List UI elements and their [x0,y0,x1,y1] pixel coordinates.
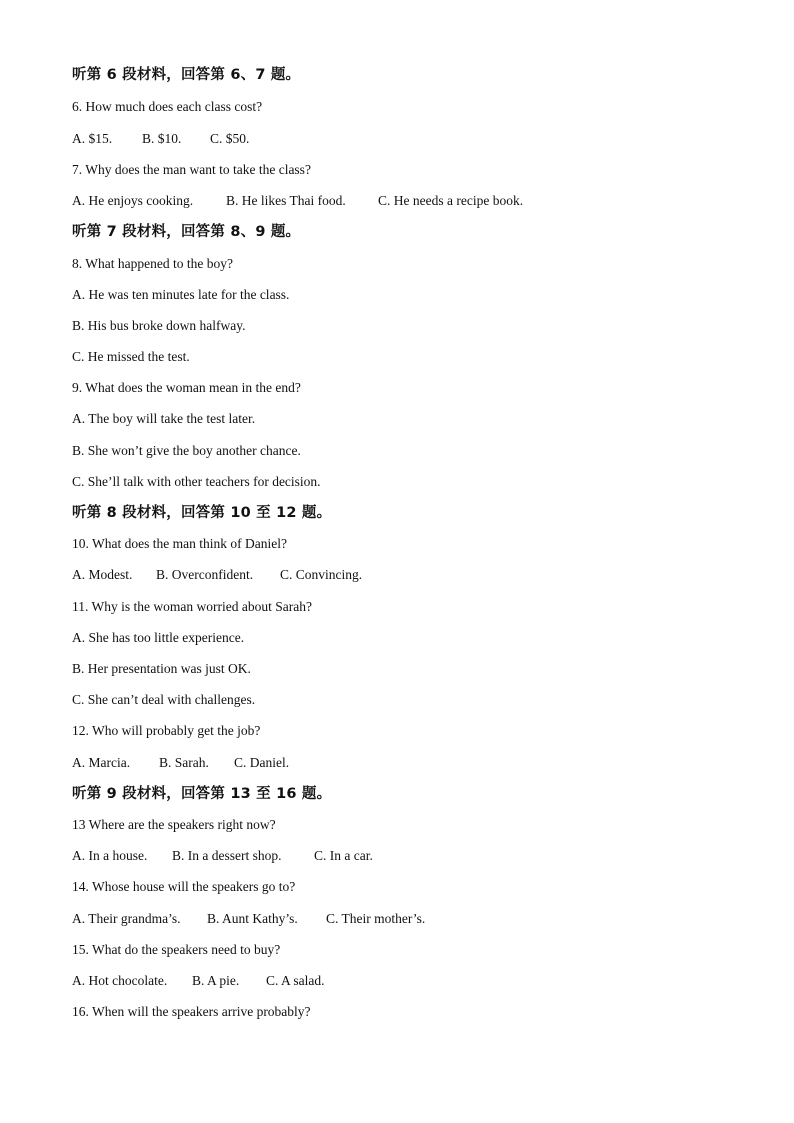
option-a: A. $15. [72,131,113,146]
option-c: C. He needs a recipe book. [378,193,524,208]
question-6-options [72,130,249,148]
question-11: 11. Why is the woman worried about Sarah? [72,599,312,614]
option-a: A. She has too little experience. [72,630,245,645]
question-15-options [72,972,325,990]
option-c: C. In a car. [314,848,373,863]
option-c: C. A salad. [266,973,325,988]
option-a: A. Hot chocolate. [72,973,168,988]
option-b: B. Aunt Kathy’s. [207,911,298,926]
question-10-options [72,566,362,584]
question-8: 8. What happened to the boy? [72,256,233,271]
question-14: 14. Whose house will the speakers go to? [72,879,296,894]
option-c: C. Convincing. [280,567,363,582]
option-c: C. She can’t deal with challenges. [72,692,256,707]
question-10: 10. What does the man think of Daniel? [72,536,287,551]
option-c: C. He missed the test. [72,349,190,364]
option-b: B. In a dessert shop. [172,848,282,863]
question-7-options [72,192,523,210]
option-b: B. Her presentation was just OK. [72,661,251,676]
question-14-options [72,910,425,928]
option-b: B. $10. [142,131,182,146]
question-15: 15. What do the speakers need to buy? [72,942,281,957]
section-heading: 听第 9 段材料，回答第 13 至 16 题。 [72,786,332,802]
option-a: A. Their grandma’s. [72,911,181,926]
question-9: 9. What does the woman mean in the end? [72,380,301,395]
question-12-options [72,754,289,772]
section-heading: 听第 6 段材料，回答第 6、7 题。 [72,67,301,83]
section-heading: 听第 8 段材料，回答第 10 至 12 题。 [72,505,332,521]
option-b: B. Overconfident. [156,567,254,582]
option-b: B. She won’t give the boy another chance. [72,443,301,458]
option-c: C. Their mother’s. [326,911,426,926]
question-13: 13 Where are the speakers right now? [72,817,276,832]
option-c: C. She’ll talk with other teachers for decision. [72,474,321,489]
option-a: A. He enjoys cooking. [72,193,194,208]
option-a: A. In a house. [72,848,148,863]
option-c: C. Daniel. [234,755,290,770]
option-b: B. His bus broke down halfway. [72,318,246,333]
question-16: 16. When will the speakers arrive probably? [72,1004,311,1019]
option-a: A. He was ten minutes late for the class. [72,287,290,302]
question-7: 7. Why does the man want to take the class? [72,162,311,177]
question-6: 6. How much does each class cost? [72,99,263,114]
option-a: A. The boy will take the test later. [72,411,256,426]
option-a: A. Marcia. [72,755,131,770]
section-heading: 听第 7 段材料，回答第 8、9 题。 [72,224,301,240]
option-b: B. He likes Thai food. [226,193,346,208]
question-12: 12. Who will probably get the job? [72,723,261,738]
option-b: B. Sarah. [159,755,209,770]
option-a: A. Modest. [72,567,133,582]
option-c: C. $50. [210,131,250,146]
question-13-options [72,847,373,865]
option-b: B. A pie. [192,973,240,988]
